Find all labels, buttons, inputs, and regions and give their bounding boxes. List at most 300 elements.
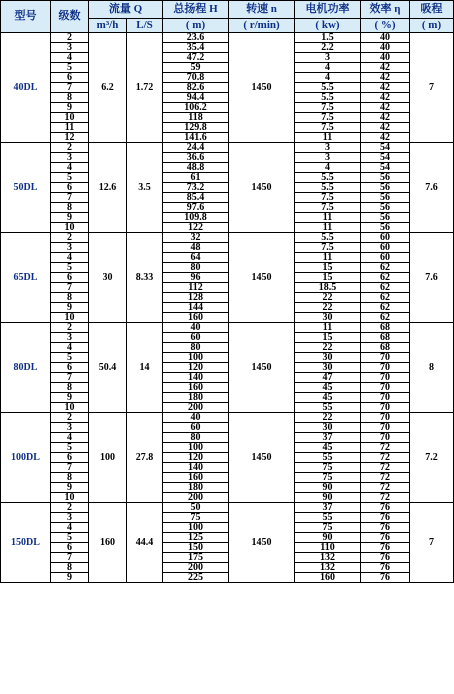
table-row bbox=[1, 63, 454, 73]
power-cell: 30 bbox=[295, 363, 361, 373]
table-row bbox=[1, 333, 454, 343]
stage-cell: 7 bbox=[51, 83, 89, 93]
table-row bbox=[1, 373, 454, 383]
table-body bbox=[1, 33, 454, 583]
efficiency-cell: 70 bbox=[361, 403, 410, 413]
header-power: 电机功率 bbox=[295, 1, 361, 19]
stage-cell: 10 bbox=[51, 313, 89, 323]
stage-cell: 9 bbox=[51, 103, 89, 113]
efficiency-cell: 72 bbox=[361, 483, 410, 493]
power-cell: 45 bbox=[295, 383, 361, 393]
model-cell: 50DL bbox=[1, 143, 51, 233]
power-cell: 7.5 bbox=[295, 113, 361, 123]
table-row bbox=[1, 443, 454, 453]
stage-cell: 9 bbox=[51, 303, 89, 313]
head-cell: 125 bbox=[163, 533, 229, 543]
flow-m3h-cell: 100 bbox=[89, 413, 127, 503]
power-cell: 1.5 bbox=[295, 33, 361, 43]
stage-cell: 6 bbox=[51, 183, 89, 193]
power-cell: 55 bbox=[295, 403, 361, 413]
power-cell: 15 bbox=[295, 273, 361, 283]
efficiency-cell: 76 bbox=[361, 533, 410, 543]
stage-cell: 11 bbox=[51, 123, 89, 133]
power-cell: 5.5 bbox=[295, 183, 361, 193]
efficiency-cell: 72 bbox=[361, 443, 410, 453]
efficiency-cell: 70 bbox=[361, 383, 410, 393]
suction-cell: 8 bbox=[410, 323, 454, 413]
head-cell: 85.4 bbox=[163, 193, 229, 203]
stage-cell: 5 bbox=[51, 263, 89, 273]
suction-cell: 7.6 bbox=[410, 143, 454, 233]
power-cell: 22 bbox=[295, 413, 361, 423]
table-row bbox=[1, 403, 454, 413]
stage-cell: 8 bbox=[51, 293, 89, 303]
efficiency-cell: 76 bbox=[361, 503, 410, 513]
power-cell: 3 bbox=[295, 153, 361, 163]
efficiency-cell: 56 bbox=[361, 213, 410, 223]
flow-m3h-cell: 50.4 bbox=[89, 323, 127, 413]
head-cell: 160 bbox=[163, 313, 229, 323]
efficiency-cell: 70 bbox=[361, 433, 410, 443]
head-cell: 96 bbox=[163, 273, 229, 283]
efficiency-cell: 62 bbox=[361, 313, 410, 323]
header-efficiency: 效率 η bbox=[361, 1, 410, 19]
stage-cell: 5 bbox=[51, 353, 89, 363]
header-stages: 级数 bbox=[51, 1, 89, 33]
stage-cell: 8 bbox=[51, 563, 89, 573]
power-cell: 11 bbox=[295, 223, 361, 233]
efficiency-cell: 76 bbox=[361, 513, 410, 523]
head-cell: 140 bbox=[163, 373, 229, 383]
head-cell: 100 bbox=[163, 443, 229, 453]
head-cell: 100 bbox=[163, 353, 229, 363]
stage-cell: 7 bbox=[51, 283, 89, 293]
table-row bbox=[1, 33, 454, 43]
stage-cell: 3 bbox=[51, 513, 89, 523]
head-cell: 141.6 bbox=[163, 133, 229, 143]
head-cell: 82.6 bbox=[163, 83, 229, 93]
power-cell: 11 bbox=[295, 323, 361, 333]
flow-ls-cell: 1.72 bbox=[127, 33, 163, 143]
table-row bbox=[1, 213, 454, 223]
stage-cell: 10 bbox=[51, 403, 89, 413]
table-row bbox=[1, 253, 454, 263]
stage-cell: 6 bbox=[51, 273, 89, 283]
stage-cell: 2 bbox=[51, 503, 89, 513]
model-cell: 100DL bbox=[1, 413, 51, 503]
efficiency-cell: 68 bbox=[361, 343, 410, 353]
efficiency-cell: 56 bbox=[361, 223, 410, 233]
table-row bbox=[1, 383, 454, 393]
table-row bbox=[1, 103, 454, 113]
table-row bbox=[1, 323, 454, 333]
power-cell: 22 bbox=[295, 303, 361, 313]
power-cell: 30 bbox=[295, 313, 361, 323]
stage-cell: 4 bbox=[51, 433, 89, 443]
header-flow-unit-ls: L/S bbox=[127, 19, 163, 33]
stage-cell: 8 bbox=[51, 203, 89, 213]
head-cell: 180 bbox=[163, 393, 229, 403]
power-cell: 11 bbox=[295, 133, 361, 143]
efficiency-cell: 40 bbox=[361, 33, 410, 43]
table-row bbox=[1, 533, 454, 543]
table-row bbox=[1, 203, 454, 213]
power-cell: 160 bbox=[295, 573, 361, 583]
table-row bbox=[1, 173, 454, 183]
power-cell: 4 bbox=[295, 63, 361, 73]
header-flow: 流量 Q bbox=[89, 1, 163, 19]
table-row bbox=[1, 183, 454, 193]
head-cell: 225 bbox=[163, 573, 229, 583]
table-row bbox=[1, 573, 454, 583]
flow-ls-cell: 44.4 bbox=[127, 503, 163, 583]
table-row bbox=[1, 133, 454, 143]
head-cell: 128 bbox=[163, 293, 229, 303]
table-row bbox=[1, 543, 454, 553]
head-cell: 109.8 bbox=[163, 213, 229, 223]
table-row bbox=[1, 283, 454, 293]
efficiency-cell: 72 bbox=[361, 473, 410, 483]
power-cell: 55 bbox=[295, 513, 361, 523]
efficiency-cell: 56 bbox=[361, 203, 410, 213]
head-cell: 144 bbox=[163, 303, 229, 313]
table-row bbox=[1, 113, 454, 123]
head-cell: 200 bbox=[163, 493, 229, 503]
stage-cell: 6 bbox=[51, 453, 89, 463]
header-head-unit: ( m) bbox=[163, 19, 229, 33]
efficiency-cell: 70 bbox=[361, 363, 410, 373]
efficiency-cell: 72 bbox=[361, 493, 410, 503]
stage-cell: 6 bbox=[51, 363, 89, 373]
efficiency-cell: 72 bbox=[361, 453, 410, 463]
efficiency-cell: 40 bbox=[361, 43, 410, 53]
power-cell: 7.5 bbox=[295, 123, 361, 133]
flow-m3h-cell: 160 bbox=[89, 503, 127, 583]
stage-cell: 9 bbox=[51, 483, 89, 493]
efficiency-cell: 42 bbox=[361, 113, 410, 123]
efficiency-cell: 42 bbox=[361, 73, 410, 83]
power-cell: 3 bbox=[295, 53, 361, 63]
power-cell: 3 bbox=[295, 143, 361, 153]
head-cell: 80 bbox=[163, 433, 229, 443]
flow-m3h-cell: 6.2 bbox=[89, 33, 127, 143]
head-cell: 160 bbox=[163, 473, 229, 483]
stage-cell: 10 bbox=[51, 113, 89, 123]
header-suction: 吸程 bbox=[410, 1, 454, 19]
efficiency-cell: 56 bbox=[361, 173, 410, 183]
head-cell: 80 bbox=[163, 343, 229, 353]
head-cell: 60 bbox=[163, 423, 229, 433]
efficiency-cell: 70 bbox=[361, 353, 410, 363]
table-row bbox=[1, 143, 454, 153]
power-cell: 7.5 bbox=[295, 243, 361, 253]
stage-cell: 3 bbox=[51, 243, 89, 253]
header-speed-unit: ( r/min) bbox=[229, 19, 295, 33]
head-cell: 97.6 bbox=[163, 203, 229, 213]
efficiency-cell: 56 bbox=[361, 183, 410, 193]
efficiency-cell: 70 bbox=[361, 373, 410, 383]
efficiency-cell: 60 bbox=[361, 233, 410, 243]
efficiency-cell: 40 bbox=[361, 53, 410, 63]
stage-cell: 2 bbox=[51, 143, 89, 153]
power-cell: 75 bbox=[295, 463, 361, 473]
power-cell: 45 bbox=[295, 393, 361, 403]
table-row bbox=[1, 223, 454, 233]
power-cell: 110 bbox=[295, 543, 361, 553]
head-cell: 59 bbox=[163, 63, 229, 73]
stage-cell: 7 bbox=[51, 463, 89, 473]
power-cell: 5.5 bbox=[295, 93, 361, 103]
power-cell: 18.5 bbox=[295, 283, 361, 293]
table-row bbox=[1, 413, 454, 423]
head-cell: 106.2 bbox=[163, 103, 229, 113]
power-cell: 30 bbox=[295, 423, 361, 433]
head-cell: 40 bbox=[163, 413, 229, 423]
table-row bbox=[1, 153, 454, 163]
table-row bbox=[1, 343, 454, 353]
efficiency-cell: 42 bbox=[361, 83, 410, 93]
stage-cell: 5 bbox=[51, 63, 89, 73]
head-cell: 24.4 bbox=[163, 143, 229, 153]
power-cell: 5.5 bbox=[295, 233, 361, 243]
table-row bbox=[1, 503, 454, 513]
table-row bbox=[1, 43, 454, 53]
table-row bbox=[1, 563, 454, 573]
efficiency-cell: 60 bbox=[361, 243, 410, 253]
suction-cell: 7 bbox=[410, 503, 454, 583]
power-cell: 5.5 bbox=[295, 173, 361, 183]
flow-ls-cell: 8.33 bbox=[127, 233, 163, 323]
efficiency-cell: 54 bbox=[361, 153, 410, 163]
efficiency-cell: 54 bbox=[361, 143, 410, 153]
power-cell: 15 bbox=[295, 333, 361, 343]
power-cell: 90 bbox=[295, 493, 361, 503]
table-row bbox=[1, 303, 454, 313]
table-row bbox=[1, 483, 454, 493]
efficiency-cell: 54 bbox=[361, 163, 410, 173]
stage-cell: 3 bbox=[51, 333, 89, 343]
stage-cell: 8 bbox=[51, 473, 89, 483]
table-row bbox=[1, 293, 454, 303]
head-cell: 48.8 bbox=[163, 163, 229, 173]
flow-ls-cell: 3.5 bbox=[127, 143, 163, 233]
efficiency-cell: 76 bbox=[361, 553, 410, 563]
head-cell: 23.6 bbox=[163, 33, 229, 43]
efficiency-cell: 70 bbox=[361, 393, 410, 403]
head-cell: 80 bbox=[163, 263, 229, 273]
stage-cell: 9 bbox=[51, 393, 89, 403]
speed-cell: 1450 bbox=[229, 413, 295, 503]
table-row bbox=[1, 353, 454, 363]
header-efficiency-unit: ( %) bbox=[361, 19, 410, 33]
flow-ls-cell: 27.8 bbox=[127, 413, 163, 503]
table-row bbox=[1, 53, 454, 63]
stage-cell: 2 bbox=[51, 413, 89, 423]
table-row bbox=[1, 193, 454, 203]
table-row bbox=[1, 423, 454, 433]
power-cell: 22 bbox=[295, 293, 361, 303]
header-row bbox=[1, 1, 454, 19]
efficiency-cell: 62 bbox=[361, 283, 410, 293]
stage-cell: 3 bbox=[51, 423, 89, 433]
table-row bbox=[1, 393, 454, 403]
efficiency-cell: 62 bbox=[361, 263, 410, 273]
table-row bbox=[1, 453, 454, 463]
head-cell: 140 bbox=[163, 463, 229, 473]
head-cell: 112 bbox=[163, 283, 229, 293]
speed-cell: 1450 bbox=[229, 233, 295, 323]
stage-cell: 9 bbox=[51, 213, 89, 223]
power-cell: 132 bbox=[295, 553, 361, 563]
stage-cell: 8 bbox=[51, 93, 89, 103]
stage-cell: 4 bbox=[51, 163, 89, 173]
head-cell: 122 bbox=[163, 223, 229, 233]
head-cell: 48 bbox=[163, 243, 229, 253]
head-cell: 160 bbox=[163, 383, 229, 393]
header-speed: 转速 n bbox=[229, 1, 295, 19]
header-head: 总扬程 H bbox=[163, 1, 229, 19]
table-row bbox=[1, 263, 454, 273]
efficiency-cell: 76 bbox=[361, 523, 410, 533]
power-cell: 30 bbox=[295, 353, 361, 363]
efficiency-cell: 42 bbox=[361, 123, 410, 133]
stage-cell: 4 bbox=[51, 343, 89, 353]
power-cell: 5.5 bbox=[295, 83, 361, 93]
stage-cell: 5 bbox=[51, 443, 89, 453]
head-cell: 36.6 bbox=[163, 153, 229, 163]
head-cell: 50 bbox=[163, 503, 229, 513]
head-cell: 60 bbox=[163, 333, 229, 343]
efficiency-cell: 62 bbox=[361, 293, 410, 303]
flow-m3h-cell: 12.6 bbox=[89, 143, 127, 233]
power-cell: 55 bbox=[295, 453, 361, 463]
efficiency-cell: 60 bbox=[361, 253, 410, 263]
power-cell: 15 bbox=[295, 263, 361, 273]
table-row bbox=[1, 433, 454, 443]
efficiency-cell: 42 bbox=[361, 103, 410, 113]
power-cell: 11 bbox=[295, 253, 361, 263]
header-model: 型号 bbox=[1, 1, 51, 33]
head-cell: 120 bbox=[163, 453, 229, 463]
table-row bbox=[1, 123, 454, 133]
stage-cell: 4 bbox=[51, 53, 89, 63]
power-cell: 7.5 bbox=[295, 103, 361, 113]
flow-ls-cell: 14 bbox=[127, 323, 163, 413]
stage-cell: 5 bbox=[51, 533, 89, 543]
head-cell: 129.8 bbox=[163, 123, 229, 133]
power-cell: 37 bbox=[295, 433, 361, 443]
head-cell: 94.4 bbox=[163, 93, 229, 103]
head-cell: 40 bbox=[163, 323, 229, 333]
efficiency-cell: 42 bbox=[361, 133, 410, 143]
efficiency-cell: 68 bbox=[361, 323, 410, 333]
stage-cell: 4 bbox=[51, 253, 89, 263]
head-cell: 180 bbox=[163, 483, 229, 493]
stage-cell: 9 bbox=[51, 573, 89, 583]
head-cell: 61 bbox=[163, 173, 229, 183]
table-row bbox=[1, 553, 454, 563]
efficiency-cell: 70 bbox=[361, 413, 410, 423]
stage-cell: 7 bbox=[51, 193, 89, 203]
speed-cell: 1450 bbox=[229, 323, 295, 413]
power-cell: 45 bbox=[295, 443, 361, 453]
power-cell: 37 bbox=[295, 503, 361, 513]
speed-cell: 1450 bbox=[229, 33, 295, 143]
stage-cell: 2 bbox=[51, 323, 89, 333]
header-suction-unit: ( m) bbox=[410, 19, 454, 33]
head-cell: 70.8 bbox=[163, 73, 229, 83]
efficiency-cell: 42 bbox=[361, 93, 410, 103]
model-cell: 40DL bbox=[1, 33, 51, 143]
table-row bbox=[1, 523, 454, 533]
efficiency-cell: 68 bbox=[361, 333, 410, 343]
model-cell: 80DL bbox=[1, 323, 51, 413]
speed-cell: 1450 bbox=[229, 143, 295, 233]
head-cell: 175 bbox=[163, 553, 229, 563]
model-cell: 65DL bbox=[1, 233, 51, 323]
stage-cell: 7 bbox=[51, 373, 89, 383]
power-cell: 47 bbox=[295, 373, 361, 383]
power-cell: 7.5 bbox=[295, 203, 361, 213]
stage-cell: 6 bbox=[51, 73, 89, 83]
stage-cell: 8 bbox=[51, 383, 89, 393]
head-cell: 200 bbox=[163, 563, 229, 573]
power-cell: 132 bbox=[295, 563, 361, 573]
table-row bbox=[1, 233, 454, 243]
table-row bbox=[1, 363, 454, 373]
efficiency-cell: 76 bbox=[361, 573, 410, 583]
table-row bbox=[1, 73, 454, 83]
stage-cell: 3 bbox=[51, 153, 89, 163]
power-cell: 7.5 bbox=[295, 193, 361, 203]
efficiency-cell: 62 bbox=[361, 273, 410, 283]
power-cell: 4 bbox=[295, 163, 361, 173]
head-cell: 200 bbox=[163, 403, 229, 413]
stage-cell: 5 bbox=[51, 173, 89, 183]
table-row bbox=[1, 273, 454, 283]
stage-cell: 4 bbox=[51, 523, 89, 533]
suction-cell: 7 bbox=[410, 33, 454, 143]
head-cell: 150 bbox=[163, 543, 229, 553]
head-cell: 120 bbox=[163, 363, 229, 373]
power-cell: 90 bbox=[295, 483, 361, 493]
stage-cell: 12 bbox=[51, 133, 89, 143]
suction-cell: 7.6 bbox=[410, 233, 454, 323]
power-cell: 2.2 bbox=[295, 43, 361, 53]
head-cell: 64 bbox=[163, 253, 229, 263]
table-row bbox=[1, 513, 454, 523]
table-row bbox=[1, 83, 454, 93]
table-row bbox=[1, 463, 454, 473]
efficiency-cell: 70 bbox=[361, 423, 410, 433]
stage-cell: 6 bbox=[51, 543, 89, 553]
table-row bbox=[1, 473, 454, 483]
efficiency-cell: 72 bbox=[361, 463, 410, 473]
efficiency-cell: 56 bbox=[361, 193, 410, 203]
power-cell: 75 bbox=[295, 523, 361, 533]
header-flow-unit-m3h: m³/h bbox=[89, 19, 127, 33]
table-row bbox=[1, 243, 454, 253]
efficiency-cell: 42 bbox=[361, 63, 410, 73]
efficiency-cell: 76 bbox=[361, 563, 410, 573]
power-cell: 75 bbox=[295, 473, 361, 483]
stage-cell: 3 bbox=[51, 43, 89, 53]
stage-cell: 10 bbox=[51, 493, 89, 503]
stage-cell: 10 bbox=[51, 223, 89, 233]
speed-cell: 1450 bbox=[229, 503, 295, 583]
power-cell: 90 bbox=[295, 533, 361, 543]
table-row bbox=[1, 93, 454, 103]
